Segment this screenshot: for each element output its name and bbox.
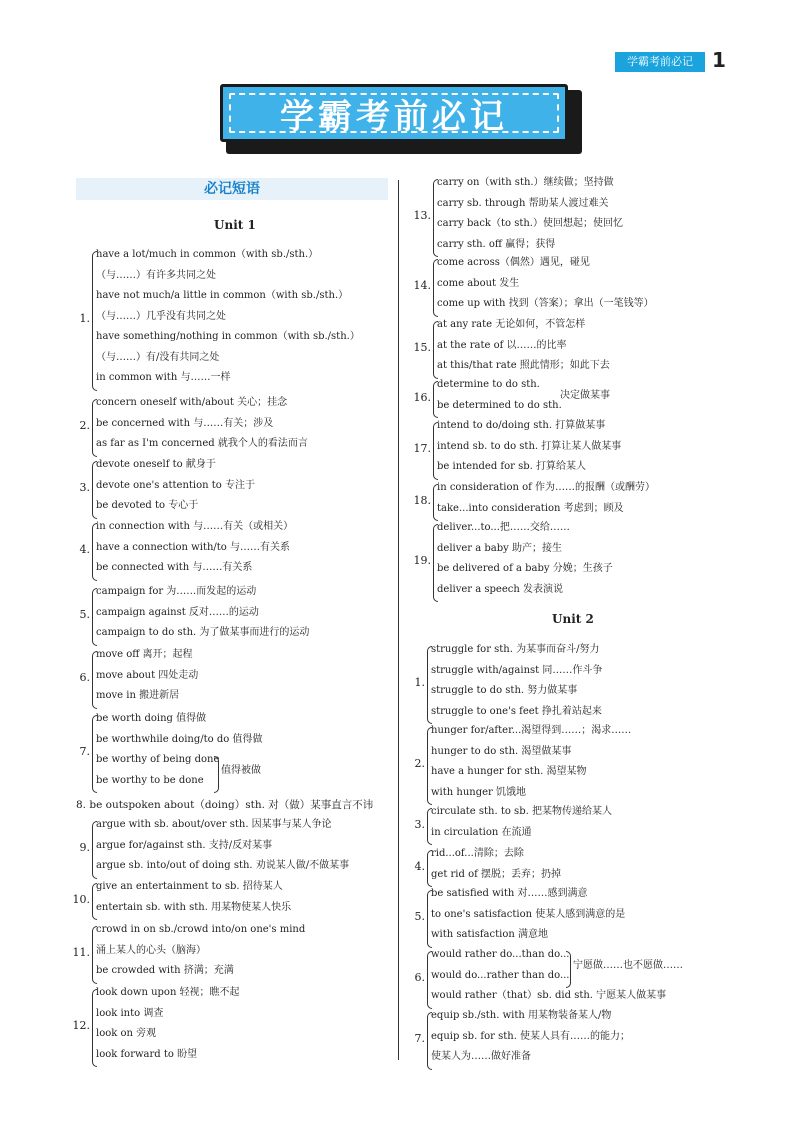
phrase-line: at any rate 无论如何，不管怎样	[437, 319, 586, 330]
phrase-line: concern oneself with/about 关心；挂念	[96, 397, 288, 408]
section-title: 必记短语	[204, 181, 260, 197]
item-number: 1.	[414, 676, 425, 689]
unit-2-heading: Unit 2	[552, 612, 594, 626]
phrase-line: be intended for sb. 打算给某人	[437, 461, 586, 472]
header-tag: 学霸考前必记	[615, 52, 705, 72]
phrase-line: carry sb. through 帮助某人渡过难关	[437, 197, 609, 209]
item-number: 16.	[413, 390, 431, 404]
phrase-line: have a lot/much in common（with sb./sth.）	[96, 249, 319, 260]
phrase-line: struggle to one's feet 挣扎着站起来	[431, 705, 602, 717]
phrase-line: be worthwhile doing/to do 值得做	[96, 733, 263, 745]
phrase-line: to one's satisfaction 使某人感到满意的是	[431, 908, 626, 920]
phrase-line: come up with 找到（答案）；拿出（一笔钱等）	[437, 298, 654, 309]
phrase-line: devote oneself to 献身于	[96, 459, 216, 470]
item-number: 17.	[413, 441, 431, 455]
sub-brace-label: 值得被做	[221, 765, 261, 777]
item-number: 5.	[414, 909, 425, 923]
phrase-line: argue sb. into/out of doing sth. 劝说某人做/不做某事	[96, 860, 350, 871]
phrase-line: hunger for/after...渴望得到……；渴求……	[431, 725, 632, 736]
phrase-line: look into 调查	[96, 1007, 164, 1019]
item-number: 3.	[414, 817, 425, 831]
phrase-line: at the rate of 以……的比率	[437, 339, 567, 351]
phrase-line: （与……）有/没有共同之处	[96, 351, 220, 363]
item-8: 8. be outspoken about（doing）sth. 对（做）某事直言不讳	[76, 799, 374, 811]
item-number: 5.	[79, 607, 90, 621]
side-label: 决定做某事	[560, 390, 610, 402]
banner-dashed-frame	[229, 93, 559, 137]
phrase-line: be crowded with 挤满；充满	[96, 965, 234, 976]
column-divider	[398, 180, 399, 1060]
phrase-line: carry sth. off 赢得；获得	[437, 238, 556, 250]
phrase-line: equip sb. for sth. 使某人具有……的能力；	[431, 1030, 631, 1042]
item-number: 10.	[72, 892, 90, 906]
phrase-line: come across（偶然）遇见，碰见	[437, 257, 590, 268]
phrase-line: determine to do sth.	[437, 379, 540, 390]
phrase-line: look down upon 轻视；瞧不起	[96, 987, 240, 998]
sub-brace	[214, 756, 219, 793]
item-number: 6.	[414, 970, 425, 984]
item-number: 4.	[414, 859, 425, 873]
item-number: 7.	[79, 745, 90, 758]
phrase-line: be devoted to 专心于	[96, 500, 199, 511]
item-number: 4.	[79, 542, 90, 556]
phrase-line: carry back（to sth.）使回想起；使回忆	[437, 218, 623, 229]
phrase-line: devote one's attention to 专注于	[96, 479, 255, 491]
page-number: 1	[712, 48, 726, 72]
sub-brace	[566, 951, 571, 988]
phrase-line: be worthy to be done	[96, 774, 204, 786]
phrase-line: in circulation 在流通	[431, 826, 532, 838]
page-title: 学霸考前必记	[280, 96, 508, 137]
phrase-line: have a hunger for sth. 渴望某物	[431, 766, 587, 777]
phrase-line: in connection with 与……有关（或相关）	[96, 521, 294, 532]
phrase-line: as far as I'm concerned 就我个人的看法而言	[96, 438, 308, 449]
item-number: 18.	[413, 493, 431, 507]
phrase-line: look forward to 盼望	[96, 1048, 198, 1060]
item-number: 11.	[72, 945, 90, 959]
phrase-line: look on 旁观	[96, 1028, 157, 1039]
phrase-line: come about 发生	[437, 277, 520, 289]
phrase-line: would rather do...than do...	[431, 949, 570, 960]
phrase-line: be determined to do sth.	[437, 399, 562, 411]
phrase-line: be connected with 与……有关系	[96, 562, 253, 573]
item-number: 6.	[79, 670, 90, 684]
item-number: 1.	[79, 311, 90, 325]
unit-1-heading: Unit 1	[214, 218, 256, 232]
phrase-line: campaign to do sth. 为了做某事而进行的运动	[96, 627, 310, 638]
phrase-line: with satisfaction 满意地	[431, 929, 548, 940]
phrase-line: take...into consideration 考虑到；顾及	[437, 502, 624, 514]
phrase-line: carry on（with sth.）继续做；坚持做	[437, 177, 614, 188]
phrase-line: be concerned with 与……有关；涉及	[96, 417, 274, 429]
phrase-line: move about 四处走动	[96, 669, 199, 681]
phrase-line: be satisfied with 对……感到满意	[431, 888, 588, 899]
phrase-line: entertain sb. with sth. 用某物使某人快乐	[96, 901, 292, 913]
item-number: 19.	[413, 554, 431, 567]
phrase-line: campaign for 为……而发起的运动	[96, 586, 257, 597]
phrase-line: move in 搬进新居	[96, 690, 180, 701]
title-banner	[220, 84, 568, 142]
phrase-line: with hunger 饥饿地	[431, 786, 526, 798]
phrase-line: intend sb. to do sth. 打算让某人做某事	[437, 440, 622, 452]
item-number: 15.	[413, 340, 431, 354]
item-number: 2.	[79, 418, 90, 432]
phrase-line: be worthy of being done	[96, 754, 220, 765]
sub-brace-label: 宁愿做……也不愿做……	[573, 960, 683, 972]
phrase-line: deliver...to...把……交给……	[437, 522, 570, 533]
phrase-line: give an entertainment to sb. 招待某人	[96, 881, 283, 892]
phrase-line: rid...of...清除；去除	[431, 848, 524, 859]
phrase-line: struggle to do sth. 努力做某事	[431, 685, 578, 696]
phrase-line: argue for/against sth. 支持/反对某事	[96, 839, 273, 851]
phrase-line: 涌上某人的心头（脑海）	[96, 944, 206, 956]
phrase-line: have something/nothing in common（with sb./sth.）	[96, 331, 360, 342]
phrase-line: struggle for sth. 为某事而奋斗/努力	[431, 644, 600, 655]
phrase-line: struggle with/against 同……作斗争	[431, 664, 603, 676]
item-number: 3.	[79, 480, 90, 494]
phrase-line: in consideration of 作为……的报酬（或酬劳）	[437, 482, 656, 493]
item-number: 9.	[79, 840, 90, 854]
item-number: 7.	[414, 1031, 425, 1045]
phrase-line: move off 离开；起程	[96, 649, 193, 660]
item-number: 13.	[413, 209, 431, 222]
phrase-line: crowd in on sb./crowd into/on one's mind	[96, 924, 306, 935]
phrase-line: deliver a speech 发表演说	[437, 583, 563, 595]
phrase-line: campaign against 反对……的运动	[96, 606, 259, 618]
phrase-line: argue with sb. about/over sth. 因某事与某人争论	[96, 819, 332, 830]
phrase-line: at this/that rate 照此情形；如此下去	[437, 360, 610, 371]
phrase-line: （与……）有许多共同之处	[96, 269, 216, 281]
item-number: 14.	[413, 278, 431, 292]
phrase-line: intend to do/doing sth. 打算做某事	[437, 420, 606, 431]
phrase-line: equip sb./sth. with 用某物装备某人/物	[431, 1010, 612, 1021]
phrase-line: be worth doing 值得做	[96, 713, 207, 724]
phrase-line: would do...rather than do...	[431, 969, 570, 981]
phrase-line: have not much/a little in common（with sb./sth.）	[96, 290, 349, 301]
item-number: 2.	[414, 757, 425, 770]
phrase-line: have a connection with/to 与……有关系	[96, 541, 290, 553]
phrase-line: 使某人为……做好准备	[431, 1051, 531, 1062]
phrase-line: would rather（that）sb. did sth. 宁愿某人做某事	[431, 990, 667, 1001]
item-number: 12.	[72, 1019, 90, 1032]
phrase-line: hunger to do sth. 渴望做某事	[431, 745, 572, 757]
phrase-line: get rid of 摆脱；丢弃；扔掉	[431, 868, 561, 880]
phrase-line: be delivered of a baby 分娩；生孩子	[437, 563, 613, 574]
phrase-line: circulate sth. to sb. 把某物传递给某人	[431, 806, 612, 817]
phrase-line: （与……）几乎没有共同之处	[96, 310, 226, 322]
phrase-line: in common with 与……一样	[96, 372, 231, 383]
phrase-line: deliver a baby 助产；接生	[437, 542, 562, 554]
